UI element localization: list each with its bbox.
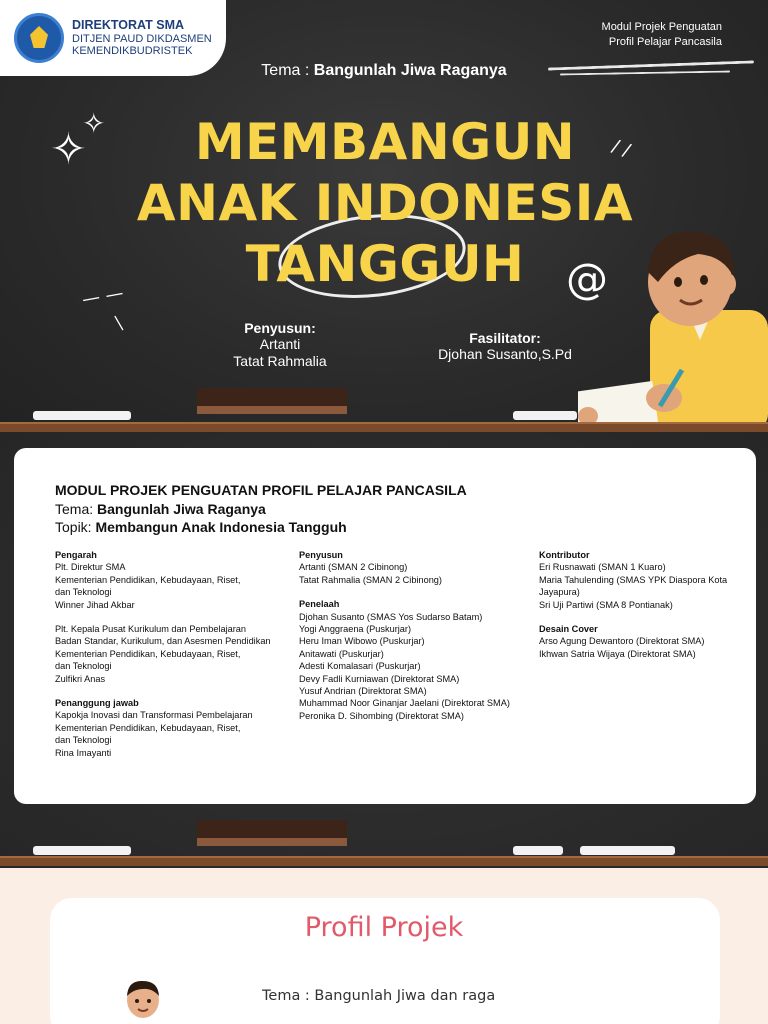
cover-title-line-3: TANGGUH [245, 235, 525, 293]
desain-cover-item: Ikhwan Satria Wijaya (Direktorat SMA) [539, 648, 696, 659]
spacer [539, 611, 745, 623]
credits-topik-label: Topik: [55, 519, 96, 535]
chalk-swirl-icon: @ [566, 254, 608, 303]
penelaah-heading: Penelaah [299, 599, 340, 610]
desain-cover-item: Arso Agung Dewantoro (Direktorat SMA) [539, 636, 705, 647]
pengarah-line: Kementerian Pendidikan, Kebudayaan, Riset, [55, 648, 241, 659]
eraser [197, 820, 347, 846]
credits-card [14, 448, 756, 804]
cover-tema-prefix: Tema : [261, 62, 314, 79]
pengarah-line: dan Teknologi [55, 587, 112, 598]
kontributor-item: Jayapura) [539, 587, 580, 598]
chalk-stick [33, 846, 131, 855]
spacer [299, 586, 539, 598]
profil-page [0, 868, 768, 1024]
credits-tema-label: Tema: [55, 501, 98, 517]
penelaah-item: Peronika D. Sihombing (Direktorat SMA) [299, 710, 464, 721]
penyusun-name-2: Tatat Rahmalia [233, 353, 327, 369]
chalk-shelf [0, 422, 768, 432]
chalk-stick [513, 846, 563, 855]
penelaah-item: Adesti Komalasari (Puskurjar) [299, 661, 421, 672]
credits-topik [55, 519, 716, 535]
eraser [197, 388, 347, 414]
sparkle-icon: ✧ [50, 124, 87, 175]
cover-title-line-2: ANAK INDONESIA [136, 174, 634, 232]
pengarah-line: dan Teknologi [55, 661, 112, 672]
pengarah-line: Winner Jihad Akbar [55, 599, 135, 610]
credits-tema-value: Bangunlah Jiwa Raganya [97, 501, 266, 517]
chalk-dash-icon: — — [80, 282, 126, 311]
pengarah-line: Plt. Kepala Pusat Kurikulum dan Pembelajaran [55, 624, 247, 635]
logo-line-1: DIREKTORAT SMA [72, 18, 185, 33]
kontributor-item: Maria Tahulending (SMAS YPK Diaspora Kota [539, 574, 728, 585]
credits-heading: MODUL PROJEK PENGUATAN PROFIL PELAJAR PANCASILA [55, 482, 467, 498]
penanggung-jawab-line: Kapokja Inovasi dan Transformasi Pembelajaran [55, 710, 253, 721]
penyusun-list-heading: Penyusun [299, 550, 343, 560]
boy-avatar-icon [118, 976, 168, 1024]
modul-label [602, 20, 722, 51]
kontributor-item: Sri Uji Partiwi (SMA 8 Pontianak) [539, 599, 673, 610]
penelaah-item: Muhammad Noor Ginanjar Jaelani (Direktorat SMA) [299, 698, 510, 709]
modul-label-line-1: Modul Projek Penguatan [601, 21, 722, 33]
cover-title-line-1: MEMBANGUN [194, 113, 576, 171]
tut-wuri-handayani-emblem-icon [14, 13, 64, 63]
chalk-stick [580, 846, 675, 855]
pengarah-line: Badan Standar, Kurikulum, dan Asesmen Pendidikan [55, 636, 271, 647]
penelaah-item: Yusuf Andrian (Direktorat SMA) [299, 686, 427, 697]
profil-tema: Tema : Bangunlah Jiwa dan raga [262, 988, 496, 1004]
penyusun-name-1: Artanti [259, 336, 301, 352]
fasilitator-name: Djohan Susanto,S.Pd [438, 346, 572, 362]
spacer [55, 685, 295, 697]
credits-column-2 [299, 549, 539, 722]
spacer [55, 611, 295, 623]
penyusun-heading: Penyusun: [244, 320, 316, 336]
fasilitator-heading: Fasilitator: [469, 330, 541, 346]
penyusun-block [200, 320, 360, 370]
logo-line-3: KEMENDIKBUDRISTEK [72, 45, 193, 58]
credits-page [0, 432, 768, 868]
penanggung-jawab-line: dan Teknologi [55, 735, 112, 746]
penyusun-list-item: Tatat Rahmalia (SMAN 2 Cibinong) [299, 574, 442, 585]
penyusun-list-item: Artanti (SMAN 2 Cibinong) [299, 562, 408, 573]
pengarah-heading: Pengarah [55, 550, 97, 560]
chalk-stick [33, 411, 131, 420]
credits-tema [55, 501, 716, 517]
chalk-dash-icon: / / [609, 135, 634, 162]
modul-label-line-2: Profil Pelajar Pancasila [608, 36, 722, 49]
chalk-stick [513, 411, 577, 420]
penanggung-jawab-heading: Penanggung jawab [55, 698, 139, 709]
fasilitator-block [410, 330, 600, 363]
profil-title: Profil Projek [304, 912, 464, 943]
logo-text [72, 18, 212, 58]
pengarah-line: Plt. Direktur SMA [55, 562, 126, 573]
boy-illustration [578, 220, 768, 432]
kontributor-heading: Kontributor [539, 550, 590, 560]
pengarah-line: Kementerian Pendidikan, Kebudayaan, Riset, [55, 574, 241, 585]
credits-topik-value: Membangun Anak Indonesia Tangguh [95, 519, 347, 535]
penelaah-item: Anitawati (Puskurjar) [299, 648, 384, 659]
cover-page [0, 0, 768, 432]
penelaah-item: Devy Fadli Kurniawan (Direktorat SMA) [299, 673, 460, 684]
penelaah-item: Yogi Anggraena (Puskurjar) [299, 624, 412, 635]
penelaah-item: Djohan Susanto (SMAS Yos Sudarso Batam) [299, 611, 483, 622]
credits-column-3 [539, 549, 745, 660]
penelaah-item: Heru Iman Wibowo (Puskurjar) [299, 636, 425, 647]
cover-tema [0, 62, 768, 80]
pengarah-line: Zulfikri Anas [55, 673, 106, 684]
chalk-shelf [0, 856, 768, 866]
kontributor-item: Eri Rusnawati (SMAN 1 Kuaro) [539, 562, 666, 573]
sparkle-icon: ✧ [82, 107, 106, 140]
credits-column-1 [55, 549, 295, 759]
penanggung-jawab-line: Rina Imayanti [55, 747, 112, 758]
chalk-dash-icon: — [105, 309, 134, 336]
penanggung-jawab-line: Kementerian Pendidikan, Kebudayaan, Riset, [55, 722, 241, 733]
desain-cover-heading: Desain Cover [539, 624, 598, 635]
cover-tema-value: Bangunlah Jiwa Raganya [313, 62, 507, 79]
logo-line-2: DITJEN PAUD DIKDASMEN [72, 32, 212, 45]
